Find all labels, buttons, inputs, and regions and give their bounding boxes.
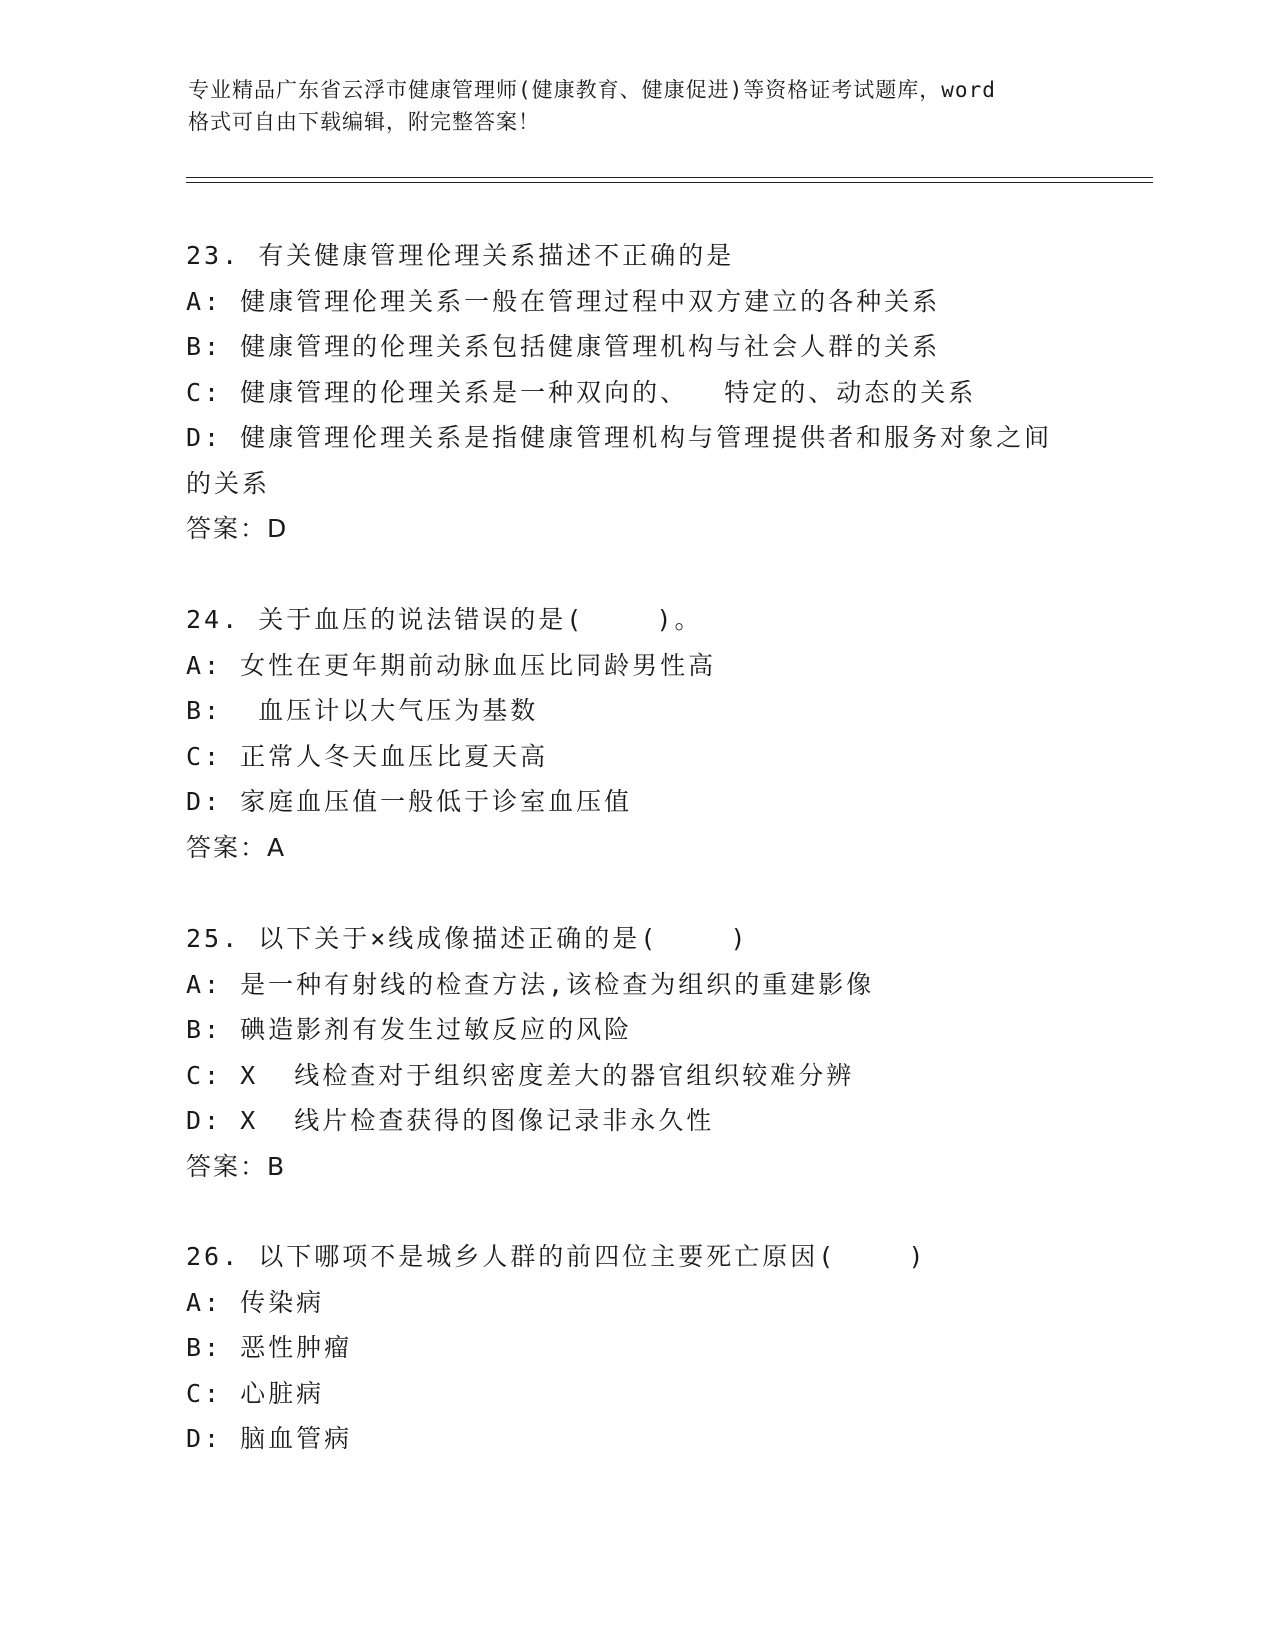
question-stem: 26. 以下哪项不是城乡人群的前四位主要死亡原因( ) — [186, 1242, 927, 1271]
question-24 — [186, 597, 1086, 870]
option-b: B: 恶性肿瘤 — [186, 1333, 353, 1362]
question-23 — [186, 233, 1086, 552]
question-stem: 23. 有关健康管理伦理关系描述不正确的是 — [186, 241, 735, 270]
option-d-continued: 的关系 — [186, 468, 271, 498]
option-d: D: X 线片检查获得的图像记录非永久性 — [186, 1106, 715, 1135]
option-d: D: 健康管理伦理关系是指健康管理机构与管理提供者和服务对象之间 — [186, 423, 1053, 452]
header-divider-bottom — [186, 182, 1153, 183]
option-a: A: 传染病 — [186, 1287, 325, 1317]
option-a: A: 是一种有射线的检查方法,该检查为组织的重建影像 — [186, 969, 875, 999]
option-c: C: X 线检查对于组织密度差大的器官组织较难分辨 — [186, 1060, 855, 1090]
question-stem: 24. 关于血压的说法错误的是( )。 — [186, 605, 703, 634]
answer-label: 答案：A — [186, 832, 287, 862]
option-a: A: 女性在更年期前动脉血压比同龄男性高 — [186, 650, 717, 680]
question-stem: 25. 以下关于×线成像描述正确的是( ) — [186, 924, 749, 953]
option-b: B: 碘造影剂有发生过敏反应的风险 — [186, 1015, 633, 1044]
option-d: D: 家庭血压值一般低于诊室血压值 — [186, 787, 633, 816]
header-divider-top — [186, 177, 1153, 178]
document-header — [188, 74, 1088, 138]
option-b: B: 血压计以大气压为基数 — [186, 696, 539, 725]
question-25 — [186, 916, 1086, 1189]
header-line-2: 格式可自由下载编辑，附完整答案！ — [188, 110, 540, 134]
option-b: B: 健康管理的伦理关系包括健康管理机构与社会人群的关系 — [186, 332, 941, 361]
option-c: C: 健康管理的伦理关系是一种双向的、 特定的、动态的关系 — [186, 377, 977, 407]
header-line-1: 专业精品广东省云浮市健康管理师(健康教育、健康促进)等资格证考试题库，word — [188, 78, 996, 102]
question-26 — [186, 1234, 1086, 1462]
option-a: A: 健康管理伦理关系一般在管理过程中双方建立的各种关系 — [186, 286, 941, 316]
option-c: C: 心脏病 — [186, 1378, 325, 1408]
option-c: C: 正常人冬天血压比夏天高 — [186, 741, 549, 771]
option-d: D: 脑血管病 — [186, 1424, 353, 1453]
answer-label: 答案：D — [186, 514, 289, 543]
answer-label: 答案：B — [186, 1151, 287, 1181]
